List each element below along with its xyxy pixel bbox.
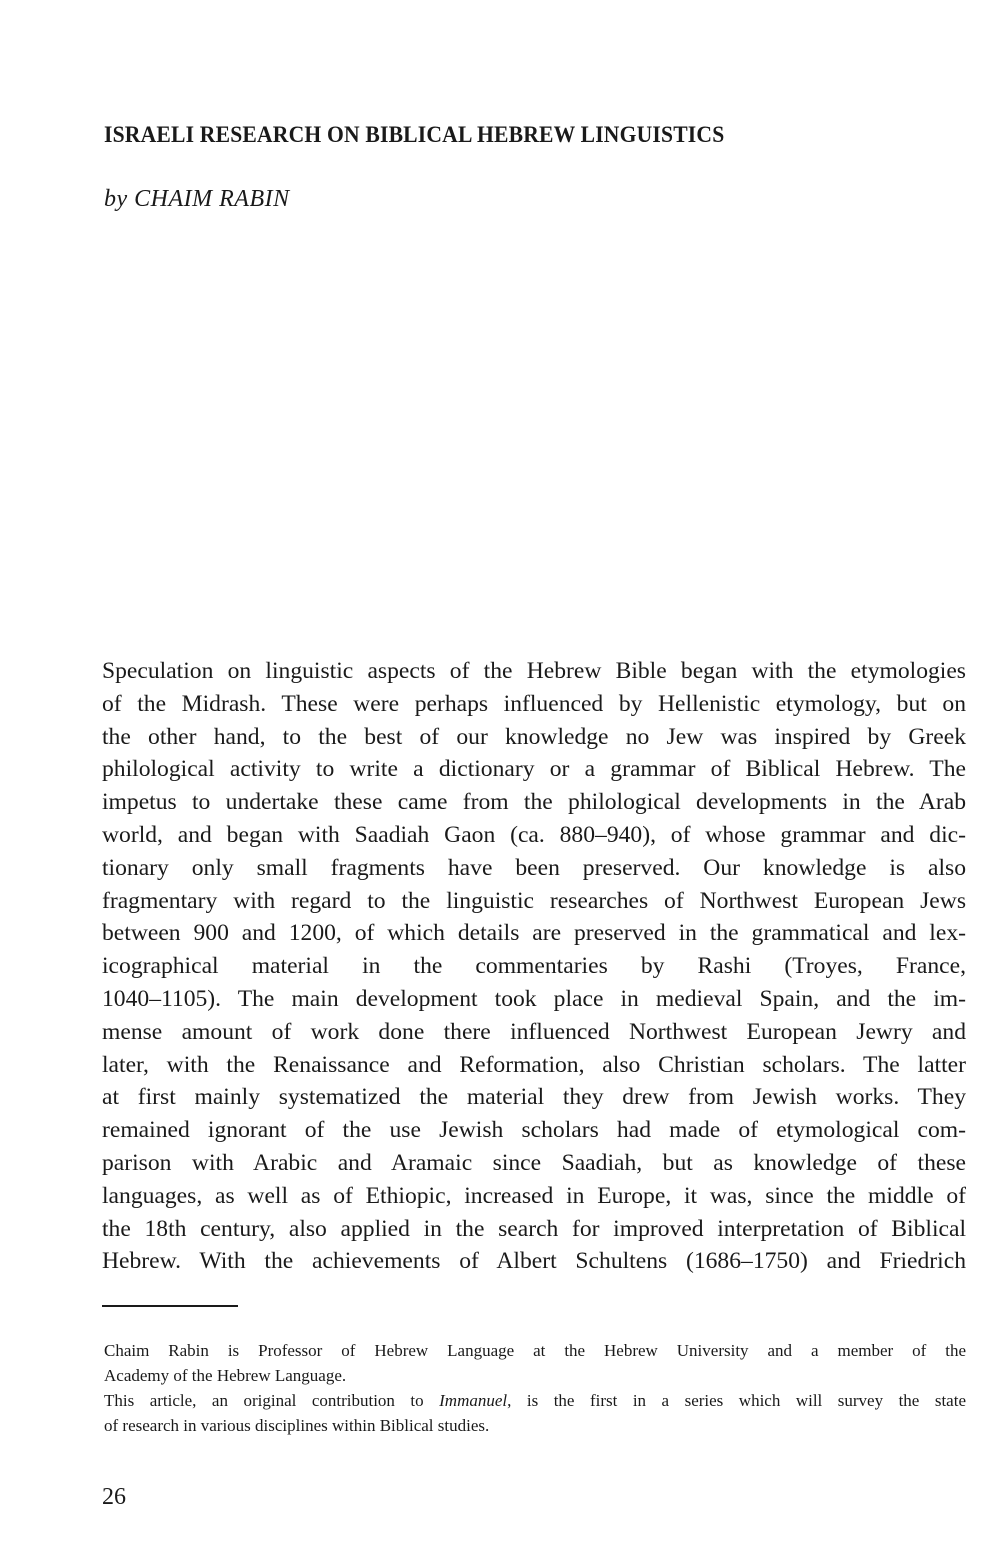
body-line: impetus to undertake these came from the philological developments in the Arab <box>102 789 966 816</box>
body-line: Hebrew. With the achievements of Albert Schultens (1686–1750) and Friedrich <box>102 1248 966 1275</box>
footnote-divider <box>102 1305 238 1307</box>
footnote-line: Academy of the Hebrew Language. <box>104 1366 347 1385</box>
body-line: world, and began with Saadiah Gaon (ca. 880–940), of whose grammar and dic- <box>102 821 966 848</box>
body-line: fragmentary with regard to the linguistic researches of Northwest European Jews <box>102 887 966 914</box>
footnote-line: Chaim Rabin is Professor of Hebrew Language at the Hebrew University and a member of the <box>104 1341 966 1360</box>
journal-name: Immanuel <box>439 1391 508 1410</box>
body-line: later, with the Renaissance and Reformation, also Christian scholars. The latter <box>102 1051 966 1078</box>
body-line: at first mainly systematized the material they drew from Jewish works. They <box>102 1084 966 1111</box>
footnote-line: of research in various disciplines within Biblical studies. <box>104 1416 490 1435</box>
footnote-line <box>104 1388 966 1413</box>
body-line: languages, as well as of Ethiopic, increased in Europe, it was, since the middle of <box>102 1182 966 1209</box>
footnote <box>104 1338 966 1438</box>
article-title: ISRAELI RESEARCH ON BIBLICAL HEBREW LINGUISTICS <box>104 122 725 148</box>
body-line: the 18th century, also applied in the search for improved interpretation of Biblical <box>102 1215 966 1242</box>
body-line: between 900 and 1200, of which details are preserved in the grammatical and lex- <box>102 920 966 947</box>
body-line: remained ignorant of the use Jewish scholars had made of etymological com- <box>102 1117 966 1144</box>
body-line: 1040–1105). The main development took place in medieval Spain, and the im- <box>102 985 966 1012</box>
body-line: mense amount of work done there influenced Northwest European Jewry and <box>102 1018 966 1045</box>
page-number: 26 <box>102 1484 126 1510</box>
body-line: Speculation on linguistic aspects of the Hebrew Bible began with the etymologies <box>102 658 966 684</box>
body-paragraph <box>102 655 966 1278</box>
author-byline: by CHAIM RABIN <box>104 186 290 212</box>
body-line: the other hand, to the best of our knowledge no Jew was inspired by Greek <box>102 723 966 750</box>
footnote-text: This article, an original contribution to <box>104 1391 440 1410</box>
body-line: icographical material in the commentaries by Rashi (Troyes, France, <box>102 953 966 980</box>
body-line: philological activity to write a dictionary or a grammar of Biblical Hebrew. The <box>102 756 966 783</box>
body-line: parison with Arabic and Aramaic since Saadiah, but as knowledge of these <box>102 1149 966 1176</box>
body-line: tionary only small fragments have been preserved. Our knowledge is also <box>102 854 966 881</box>
footnote-text: , is the first in a series which will survey the state <box>507 1391 966 1410</box>
body-line: of the Midrash. These were perhaps influenced by Hellenistic etymology, but on <box>102 690 966 717</box>
